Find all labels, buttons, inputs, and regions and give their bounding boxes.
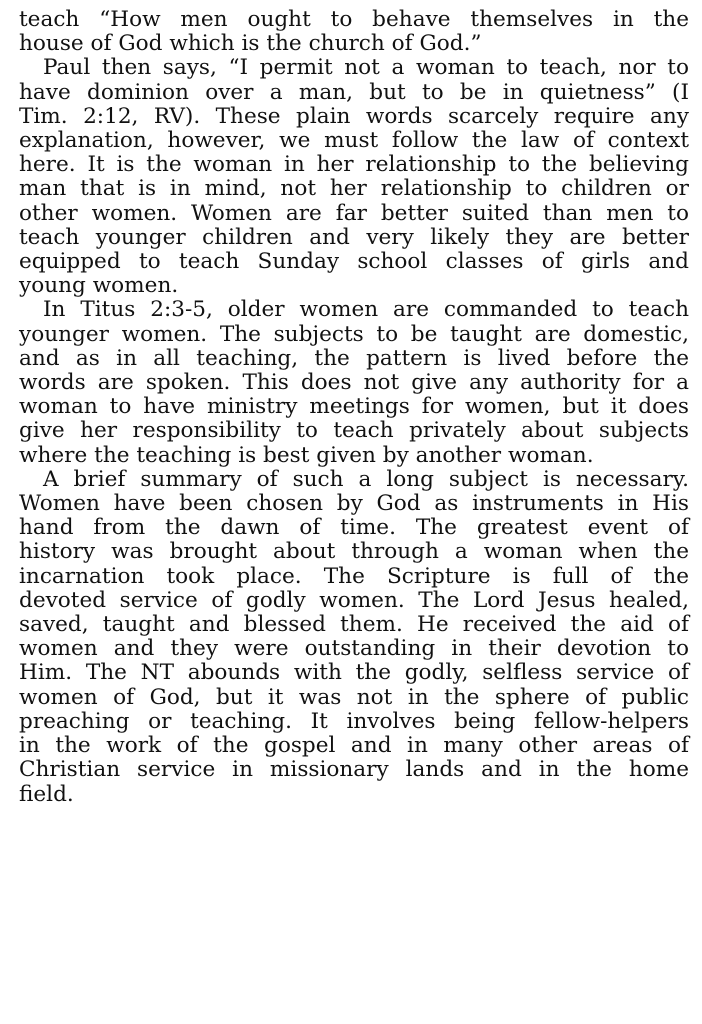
paragraph-1 xyxy=(19,8,689,56)
paragraph-4 xyxy=(19,468,689,807)
text-line: Paul then says, “I permit not a woman to teach, nor to xyxy=(43,55,689,81)
document-page xyxy=(19,8,689,807)
text-line: woman to have ministry meetings for women, but it does xyxy=(19,394,689,420)
text-line: where the teaching is best given by another woman. xyxy=(19,442,594,468)
text-line: In Titus 2:3-5, older women are commanded to teach xyxy=(43,297,689,323)
text-line: words are spoken. This does not give any authority for a xyxy=(19,370,689,396)
text-line: Tim. 2:12, RV). These plain words scarcely require any xyxy=(19,103,689,129)
text-line: preaching or teaching. It involves being fellow-helpers xyxy=(19,708,689,734)
text-line: saved, taught and blessed them. He received the aid of xyxy=(19,612,689,638)
text-line: man that is in mind, not her relationship to children or xyxy=(19,176,689,202)
paragraph-2 xyxy=(19,56,689,298)
text-line: have dominion over a man, but to be in quietness” (I xyxy=(19,79,689,105)
paragraph-3 xyxy=(19,298,689,467)
text-line: Christian service in missionary lands and in the home xyxy=(19,757,689,783)
text-line: other women. Women are far better suited than men to xyxy=(19,200,689,226)
text-line: Him. The NT abounds with the godly, selfless service of xyxy=(19,660,689,686)
text-line: field. xyxy=(19,781,74,807)
text-line: hand from the dawn of time. The greatest event of xyxy=(19,515,689,541)
text-line: house of God which is the church of God.” xyxy=(19,31,482,57)
text-line: teach “How men ought to behave themselves in the xyxy=(19,7,689,32)
text-line: young women. xyxy=(19,273,179,299)
text-line: give her responsibility to teach privately about subjects xyxy=(19,418,689,444)
text-line: teach younger children and very likely they are better xyxy=(19,224,689,250)
text-line: equipped to teach Sunday school classes of girls and xyxy=(19,249,689,275)
text-line: devoted service of godly women. The Lord Jesus healed, xyxy=(19,587,689,613)
text-line: history was brought about through a woman when the xyxy=(19,539,689,565)
text-line: here. It is the woman in her relationship to the believing xyxy=(19,152,689,178)
text-line: A brief summary of such a long subject is necessary. xyxy=(43,466,689,492)
text-line: and as in all teaching, the pattern is lived before the xyxy=(19,345,689,371)
text-line: Women have been chosen by God as instruments in His xyxy=(19,491,689,517)
text-line: explanation, however, we must follow the law of context xyxy=(19,128,689,154)
text-line: women of God, but it was not in the sphere of public xyxy=(19,684,689,710)
text-line: younger women. The subjects to be taught are domestic, xyxy=(19,321,689,347)
text-line: in the work of the gospel and in many other areas of xyxy=(19,733,689,759)
text-line: incarnation took place. The Scripture is full of the xyxy=(19,563,689,589)
text-line: women and they were outstanding in their devotion to xyxy=(19,636,689,662)
